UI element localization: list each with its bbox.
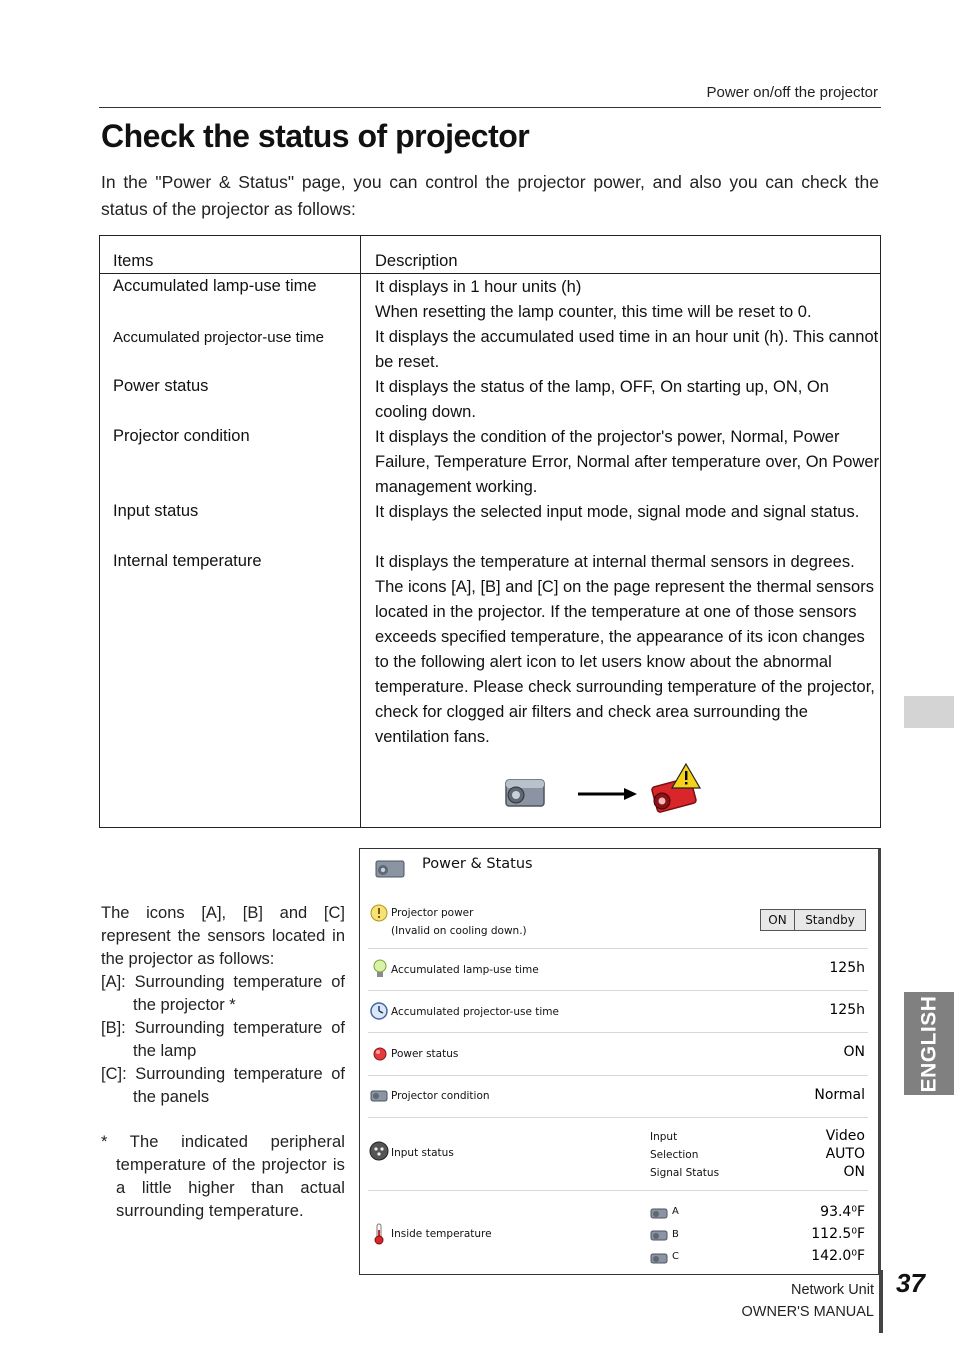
sensor-c-value: 142.0⁰F: [811, 1248, 865, 1264]
projector-condition-value: Normal: [814, 1087, 865, 1103]
column-header-items: Items: [113, 252, 154, 270]
status-items-table: [99, 235, 881, 828]
input-field-value: Video: [825, 1128, 865, 1144]
sensor-note: [101, 902, 345, 1223]
language-tab: ENGLISH: [904, 992, 954, 1095]
desc-lamp-use-time: It displays in 1 hour units (h) When resetting the lamp counter, this time will be reset to 0.: [375, 278, 812, 321]
lamp-time-label: Accumulated lamp-use time: [391, 964, 539, 976]
input-status-label: Input status: [391, 1147, 454, 1159]
sensor-a-value: 93.4⁰F: [820, 1204, 865, 1220]
power-status-panel: [359, 848, 881, 1275]
desc-power-status: It displays the status of the lamp, OFF, On starting up, ON, On cooling down.: [375, 378, 829, 421]
alert-icon-illustration: [500, 758, 710, 818]
power-status-label: Power status: [391, 1048, 459, 1060]
power-on-button[interactable]: ON: [760, 909, 795, 931]
desc-input-status: It displays the selected input mode, signal mode and signal status.: [375, 503, 860, 521]
standby-button[interactable]: Standby: [794, 909, 866, 931]
chapter-tab: [904, 696, 954, 728]
info-icon: [370, 904, 388, 922]
column-divider: [360, 236, 361, 827]
desc-projector-condition: It displays the condition of the projector's power, Normal, Power Failure, Temperature Error, Normal after temperature over, On Power management working.: [375, 428, 880, 496]
power-status-value: ON: [843, 1044, 865, 1060]
sensor-icon: [650, 1206, 668, 1220]
column-header-description: Description: [375, 252, 458, 270]
sensor-c-note: [C]: Surrounding temperature of the panels: [101, 1065, 345, 1106]
footnote: * The indicated peripheral temperature of the projector is a little higher than actual surrounding temperature.: [101, 1133, 345, 1220]
projector-time-value: 125h: [829, 1002, 865, 1018]
item-projector-use-time: Accumulated projector-use time: [113, 329, 324, 346]
inside-temp-label: Inside temperature: [391, 1228, 492, 1240]
footer-line-1: Network Unit: [791, 1282, 874, 1298]
item-power-status: Power status: [113, 377, 209, 395]
projector-time-label: Accumulated projector-use time: [391, 1006, 559, 1018]
signal-status-field-name: Signal Status: [650, 1167, 720, 1179]
clock-icon: [370, 1002, 388, 1020]
sensor-b-value: 112.5⁰F: [811, 1226, 865, 1242]
sensor-b-label: B: [672, 1229, 679, 1240]
sensor-c-label: C: [672, 1251, 679, 1262]
item-internal-temperature: Internal temperature: [113, 552, 262, 570]
page-title: Check the status of projector: [101, 118, 530, 154]
footer-rule: [879, 1270, 883, 1333]
lightbulb-icon: [372, 959, 388, 979]
sensor-a-note: [A]: Surrounding temperature of the projector *: [101, 973, 345, 1014]
footer-line-2: OWNER'S MANUAL: [741, 1304, 874, 1320]
row-divider: [368, 1032, 868, 1033]
item-lamp-use-time: Accumulated lamp-use time: [113, 277, 317, 295]
input-field-name: Input: [650, 1131, 678, 1143]
selection-field-value: AUTO: [825, 1146, 865, 1162]
lamp-time-value: 125h: [829, 960, 865, 976]
page-number: 37: [896, 1268, 925, 1298]
sensor-icon: [650, 1228, 668, 1242]
row-divider: [368, 948, 868, 949]
item-input-status: Input status: [113, 502, 199, 520]
projector-condition-icon: [369, 1089, 389, 1103]
sensor-b-note: [B]: Surrounding temperature of the lamp: [101, 1019, 345, 1060]
intro-paragraph: In the "Power & Status" page, you can control the projector power, and also you can check the status of the projector as follows:: [101, 172, 879, 219]
row-divider: [368, 1117, 868, 1118]
signal-status-field-value: ON: [843, 1164, 865, 1180]
desc-projector-use-time: It displays the accumulated used time in an hour unit (h). This cannot be reset.: [375, 328, 879, 371]
running-header: Power on/off the projector: [706, 84, 878, 101]
footer-manual-name: [742, 1279, 874, 1323]
row-divider: [368, 990, 868, 991]
thermometer-icon: [373, 1223, 385, 1245]
sensor-a-label: A: [672, 1206, 679, 1217]
panel-title: Power & Status: [422, 856, 533, 872]
header-rule: [99, 107, 881, 108]
projector-icon: [372, 855, 408, 881]
projector-power-note: (Invalid on cooling down.): [391, 925, 527, 937]
desc-internal-temperature: It displays the temperature at internal thermal sensors in degrees. The icons [A], [B] and [C] on the page represent the thermal sensors located in the projector. If the temperature at one of those sensors exceeds specified temperature, the appearance of its icon changes to the following alert icon to let users know about the abnormal temperature. Please check surrounding temperature of the projector, check for clogged air filters and check area surrounding the ventilation fans.: [375, 553, 875, 746]
sensor-note-intro: The icons [A], [B] and [C] represent the sensors located in the projector as follows:: [101, 904, 345, 968]
item-projector-condition: Projector condition: [113, 427, 250, 445]
red-dot-icon: [373, 1047, 387, 1061]
selection-field-name: Selection: [650, 1149, 699, 1161]
projector-condition-label: Projector condition: [391, 1090, 490, 1102]
projector-icon: [506, 780, 544, 806]
sensor-icon: [650, 1251, 668, 1265]
projector-alert-icon: [651, 764, 700, 813]
projector-power-label: Projector power: [391, 907, 474, 919]
input-icon: [369, 1141, 389, 1161]
header-divider: [100, 273, 880, 274]
row-divider: [368, 1190, 868, 1191]
row-divider: [368, 1075, 868, 1076]
arrow-right-icon: [578, 788, 637, 800]
